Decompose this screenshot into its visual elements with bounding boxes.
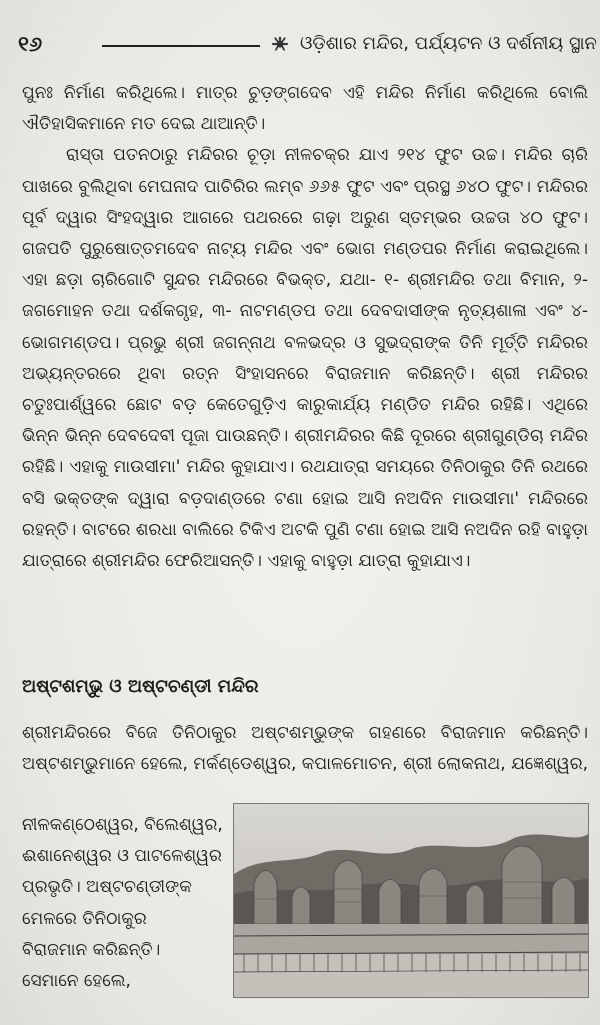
narrow-line: ପ୍ରଭୃତି। ଅଷ୍ଟଚଣ୍ଡୀଙ୍କ <box>22 877 192 898</box>
narrow-line: ମେଳରେ ତିନିଠାକୁର <box>22 908 147 929</box>
narrow-line: ବିରାଜମାନ କରିଛନ୍ତି। <box>22 939 161 960</box>
section-text <box>22 718 588 780</box>
header-rule <box>102 45 260 47</box>
section-paragraph: ଶ୍ରୀମନ୍ଦିରରେ ବିଜେ ତିନିଠାକୁର ଅଷ୍ଟଶମ୍ଭୁଙ୍କ ଗହଣରେ ବିରାଜମାନ କରିଛନ୍ତି। ଅଷ୍ଟଶମ୍ଭୁମାନେ ହେଲେ, ମର୍କଣ୍ଡେଶ୍ୱର, କପାଳମୋଚନ, ଶ୍ରୀ ଲୋକନାଥ, ଯଜ୍ଞେଶ୍ୱର, <box>22 723 588 775</box>
section-narrow-column <box>22 810 222 997</box>
body-text <box>22 78 588 577</box>
narrow-line: ସେମାନେ ହେଲେ, <box>22 970 131 991</box>
paragraph-1: ପୁନଃ ନିର୍ମାଣ କରିଥିଲେ। ମାତ୍ର ଚୁଡ଼ଙ୍ଗଦେବ ଏହି ମନ୍ଦିର ନିର୍ମାଣ କରିଥିଲେ ବୋଲି ଐତିହାସିକମାନେ ମତ ଦେଇ ଥାଆନ୍ତି। <box>22 83 588 135</box>
narrow-line: ନୀଳକଣ୍ଠେଶ୍ୱର, ବିଲେଶ୍ୱର, <box>22 815 223 835</box>
running-title: ଓଡ଼ିଶାର ମନ୍ଦିର, ପର୍ଯ୍ୟଟନ ଓ ଦର୍ଶନୀୟ ସ୍ଥାନ <box>300 33 597 54</box>
flower-ornament-icon <box>267 33 293 55</box>
page-header <box>18 30 597 62</box>
narrow-line: ଈଶାନେଶ୍ୱର ଓ ପାଟଳେଶ୍ୱର <box>22 846 222 867</box>
paragraph-2: ରାସ୍ତା ପତନଠାରୁ ମନ୍ଦିରର ଚୂଡ଼ା ନୀଳଚକ୍ର ଯାଏ ୨୧୪ ଫୁଟ ଉଚ୍ଚ। ମନ୍ଦିର ଚାରି ପାଖରେ ବୁଲିଥିବା ମେଘନାଦ ପାଚିରିର ଲମ୍ବ ୬୬୫ ଫୁଟ ଏବଂ ପ୍ରସ୍ଥ ୬୪୦ ଫୁଟ। ମନ୍ଦିରର ପୂର୍ବ ଦ୍ୱାର ସିଂହଦ୍ୱାର ଆଗରେ ପଥରରେ ଗଢ଼ା ଅରୁଣ ସ୍ତମ୍ଭର ଉଚ୍ଚତା ୪୦ ଫୁଟ। ଗଜପତି ପୁରୁଷୋତ୍ତମଦେବ ନାଟ୍ୟ ମନ୍ଦିର ଏବଂ ଭୋଗ ମଣ୍ଡପର ନିର୍ମାଣ କରାଇଥିଲେ। ଏହା ଛଡ଼ା ଚାରିଗୋଟି ସୁନ୍ଦର ମନ୍ଦିରରେ ବିଭକ୍ତ, ଯଥା- ୧- ଶ୍ରୀମନ୍ଦିର ତଥା ବିମାନ, ୨- ଜଗମୋହନ ତଥା ଦର୍ଶକଗୃହ, ୩- ନାଟମଣ୍ଡପ ତଥା ଦେବଦାସୀଙ୍କ ନୃତ୍ୟଶାଳା ଏବଂ ୪- ଭୋଗମଣ୍ଡପ। ପ୍ରଭୁ ଶ୍ରୀ ଜଗନ୍ନାଥ ବଳଭଦ୍ର ଓ ସୁଭଦ୍ରାଙ୍କ ତିନି ମୂର୍ତ୍ତି ମନ୍ଦିରର ଅଭ୍ୟନ୍ତରରେ ଥିବା ରତ୍ନ ସିଂହାସନରେ ବିରାଜମାନ କରିଛନ୍ତି। ଶ୍ରୀ ମନ୍ଦିରର ଚତୁଃପାର୍ଶ୍ୱରେ ଛୋଟ ବଡ଼ କେତେଗୁଡ଼ିଏ କାରୁକାର୍ଯ୍ୟ ମଣ୍ଡିତ ମନ୍ଦିର ରହିଛି। ଏଥିରେ ଭିନ୍ନ ଭିନ୍ନ ଦେବଦେବୀ ପୂଜା ପାଉଛନ୍ତି। ଶ୍ରୀମନ୍ଦିରର କିଛି ଦୂରରେ ଶ୍ରୀଗୁଣ୍ଡିଚା ମନ୍ଦିର ରହିଛି। ଏହାକୁ ମାଉସୀମା' ମନ୍ଦିର କୁହାଯାଏ। ରଥଯାତ୍ରା ସମୟରେ ତିନିଠାକୁର ତିନି ରଥରେ ବସି ଭକ୍ତଙ୍କ ଦ୍ୱାରା ବଡ଼ଦାଣ୍ଡରେ ଟଣା ହୋଇ ଆସି ନଅଦିନ ମାଉସୀମା' ମନ୍ଦିରରେ ରହନ୍ତି। ବାଟରେ ଶରଧା ବାଲିରେ ଟିକିଏ ଅଟକି ପୁଣି ଟଣା ହୋଇ ଆସି ନଅଦିନ ରହି ବାହୁଡ଼ା ଯାତ୍ରାରେ ଶ୍ରୀମନ୍ଦିର ଫେରିଆସନ୍ତି। ଏହାକୁ ବାହୁଡ଼ା ଯାତ୍ରା କୁହାଯାଏ। <box>22 145 588 572</box>
page-number: ୧୬ <box>18 32 43 56</box>
temple-photo <box>233 803 589 998</box>
section-heading: ଅଷ୍ଟଶମ୍ଭୁ ଓ ଅଷ୍ଟଚଣ୍ଡୀ ମନ୍ଦିର <box>22 676 259 697</box>
